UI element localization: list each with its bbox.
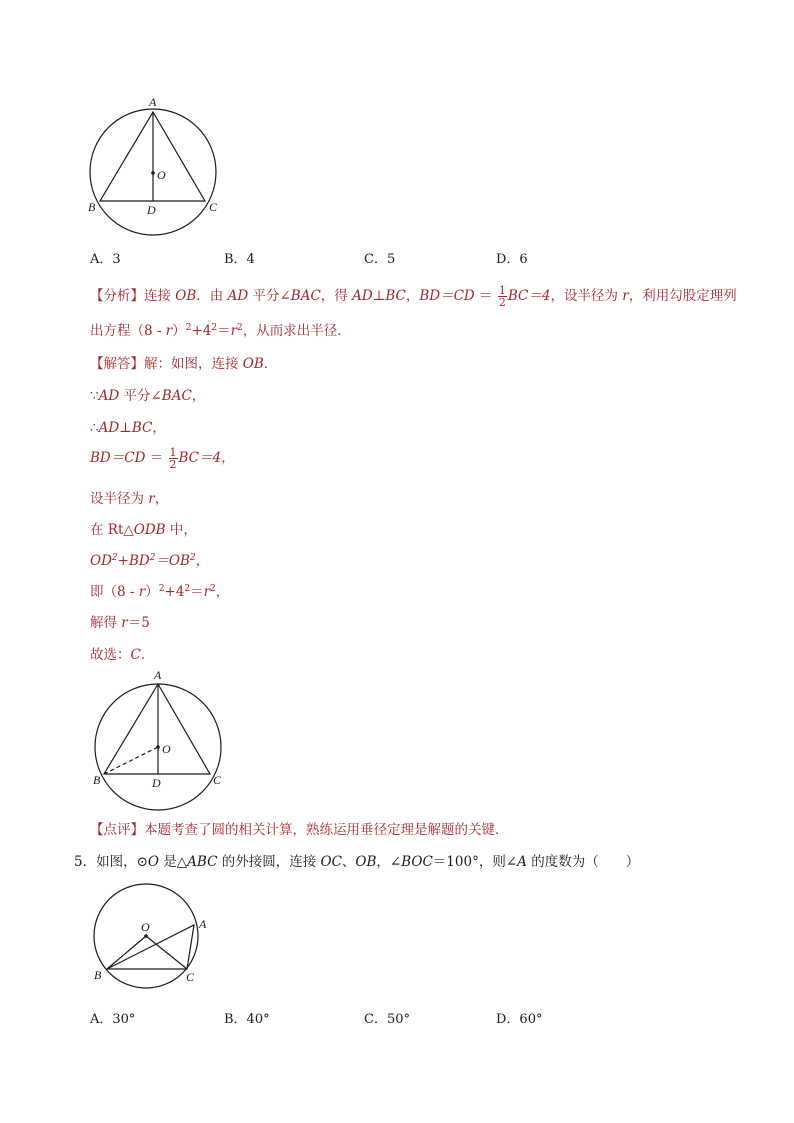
superscript: 2 xyxy=(185,323,192,333)
analysis-text: ＝ xyxy=(474,288,497,304)
fig2-label-O: O xyxy=(162,742,171,756)
analysis-text: +4 xyxy=(191,323,212,339)
solution-text: 设半径为 xyxy=(90,491,149,507)
solution-text: ， xyxy=(215,584,230,600)
solution-line-6 xyxy=(90,549,209,569)
solution-text: r xyxy=(148,491,155,507)
q5-text: O xyxy=(147,854,159,870)
fig3-label-C: C xyxy=(186,970,195,984)
solution-text: +BD xyxy=(117,553,150,569)
fig3-radius-OC xyxy=(146,936,187,969)
solution-text: 故选： xyxy=(90,647,131,663)
superscript: 2 xyxy=(237,323,243,333)
fraction-denominator: 2 xyxy=(498,296,506,309)
solution-text: ） xyxy=(145,584,159,600)
analysis-text: 连接 xyxy=(144,288,176,304)
fig2-label-D: D xyxy=(152,776,161,790)
fig2-label-A: A xyxy=(154,668,162,682)
solution-text: 中， xyxy=(165,522,197,538)
fig3-triangle xyxy=(107,925,194,969)
fraction-denominator: 2 xyxy=(169,458,177,471)
q4-option-c: C．5 xyxy=(364,252,396,267)
solution-text: ＝ xyxy=(190,584,204,600)
analysis-text: ，从而求出半径． xyxy=(242,323,351,339)
fig3-label-A: A xyxy=(199,917,207,931)
solution-text: ． xyxy=(263,356,278,372)
q4-option-b: B．4 xyxy=(224,252,255,267)
analysis-text: ） xyxy=(172,323,186,339)
solution-text: ． xyxy=(140,647,155,663)
fig1-label-D: D xyxy=(147,203,156,217)
superscript: 2 xyxy=(111,553,118,563)
solution-text: r xyxy=(138,584,146,600)
solution-line-9 xyxy=(90,643,154,663)
solution-text: ＝ xyxy=(145,450,168,466)
solution-fraction xyxy=(169,447,178,470)
analysis-text: AD xyxy=(227,288,249,304)
analysis-text: BAC xyxy=(290,288,321,304)
solution-text: AD⊥BC xyxy=(98,420,153,436)
superscript: 2 xyxy=(210,584,216,594)
q5-text: BOC xyxy=(401,854,433,870)
comment-tag: 【点评】 xyxy=(90,822,144,838)
analysis-tag: 【分析】 xyxy=(90,288,144,304)
solution-text: OB xyxy=(242,356,264,372)
q5-option-d: D．60° xyxy=(496,1012,543,1027)
analysis-text: OB xyxy=(175,288,197,304)
solution-text: r xyxy=(121,615,128,631)
solution-line-8 xyxy=(90,611,150,631)
q5-text: 5．如图， xyxy=(74,854,137,870)
q5-option-a: A．30° xyxy=(90,1012,136,1027)
comment-line xyxy=(90,818,509,838)
q5-text: ＝100°，则∠ xyxy=(432,854,518,870)
fraction-numerator: 1 xyxy=(498,284,506,297)
solution-tag: 【解答】 xyxy=(90,356,144,372)
fraction-numerator: 1 xyxy=(169,446,177,459)
q5-text: 的度数为（ ） xyxy=(526,854,640,870)
analysis-text: ，设半径为 xyxy=(550,288,623,304)
q5-text: ，∠ xyxy=(376,854,402,870)
comment-text: 本题考查了圆的相关计算，熟练运用垂径定理是解题的关键． xyxy=(144,822,509,838)
solution-text: +4 xyxy=(164,584,185,600)
solution-text: BD＝CD xyxy=(90,450,146,466)
analysis-text: BD＝CD xyxy=(419,288,475,304)
solution-text: ＝5 xyxy=(127,615,150,631)
analysis-text: AD⊥BC xyxy=(352,288,406,304)
solution-text: 即（8 - xyxy=(90,584,139,600)
solution-text: BAC xyxy=(161,388,192,404)
figure-2-circle-triangle xyxy=(86,668,236,813)
solution-text: ∴ xyxy=(90,420,99,436)
solution-line-4 xyxy=(90,487,168,507)
analysis-text: ，得 xyxy=(320,288,353,304)
solution-text: 解得 xyxy=(90,615,122,631)
q5-text: 、 xyxy=(341,854,356,870)
solution-line-3 xyxy=(90,446,235,470)
solution-text: ∵ xyxy=(90,388,99,404)
figure-3-circumcircle xyxy=(86,880,226,995)
fig1-label-B: B xyxy=(88,200,96,214)
superscript: 2 xyxy=(184,584,191,594)
solution-text: 平分∠ xyxy=(119,388,162,404)
solution-text: r xyxy=(203,584,211,600)
analysis-line-1 xyxy=(90,284,737,308)
analysis-text: ，利用勾股定理列 xyxy=(628,288,737,304)
fig2-label-B: B xyxy=(93,773,101,787)
q4-option-a: A．3 xyxy=(90,252,121,267)
analysis-text: ．由 xyxy=(196,288,228,304)
analysis-text: r xyxy=(165,323,173,339)
solution-text: OD xyxy=(90,553,112,569)
superscript: 2 xyxy=(149,553,156,563)
q5-text: 是△ xyxy=(158,854,188,870)
solution-text: ， xyxy=(195,553,210,569)
fig1-label-C: C xyxy=(209,200,218,214)
analysis-text: 平分∠ xyxy=(248,288,291,304)
q5-text: OC xyxy=(320,854,342,870)
q5-text: ABC xyxy=(187,854,218,870)
superscript: 2 xyxy=(211,323,218,333)
analysis-text: r xyxy=(230,323,238,339)
solution-text: ， xyxy=(152,420,166,436)
fig1-label-A: A xyxy=(149,95,157,109)
solution-head xyxy=(90,352,277,372)
fig3-label-O: O xyxy=(141,920,150,934)
solution-text: ， xyxy=(191,388,206,404)
q5-text: 的外接圆，连接 xyxy=(217,854,321,870)
solution-line-2 xyxy=(90,416,166,436)
solution-line-5 xyxy=(90,518,197,538)
q5-text: A xyxy=(517,854,527,870)
analysis-line-2 xyxy=(90,319,351,339)
q5-text: OB xyxy=(355,854,377,870)
solution-text: AD xyxy=(98,388,120,404)
solution-text: ODB xyxy=(133,522,166,538)
q5-text: ⊙ xyxy=(136,854,148,870)
solution-text: ， xyxy=(154,491,169,507)
fig2-center-point xyxy=(156,745,160,749)
superscript: 2 xyxy=(189,553,196,563)
superscript: 2 xyxy=(158,584,165,594)
solution-text: 解：如图，连接 xyxy=(144,356,243,372)
analysis-fraction xyxy=(498,285,507,308)
fig3-label-B: B xyxy=(94,968,102,982)
fig3-center-point xyxy=(144,934,148,938)
fig1-center-point xyxy=(151,171,155,175)
question-5 xyxy=(74,850,639,870)
analysis-text: r xyxy=(622,288,629,304)
solution-text: ＝OB xyxy=(155,553,190,569)
q5-option-b: B．40° xyxy=(224,1012,270,1027)
analysis-text: ＝ xyxy=(217,323,231,339)
analysis-text: BC＝4 xyxy=(507,288,551,304)
solution-text: BC＝4， xyxy=(178,450,235,466)
figure-1-circle-triangle xyxy=(80,92,230,232)
analysis-text: 出方程（8 - xyxy=(90,323,166,339)
q5-option-c: C．50° xyxy=(364,1012,410,1027)
solution-text: C xyxy=(130,647,141,663)
solution-line-7 xyxy=(90,580,229,600)
fig2-label-C: C xyxy=(213,773,222,787)
q4-option-d: D．6 xyxy=(496,252,528,267)
solution-text: 在 Rt△ xyxy=(90,522,134,538)
fig1-label-O: O xyxy=(157,168,166,182)
analysis-text: ， xyxy=(405,288,420,304)
solution-line-1 xyxy=(90,384,205,404)
